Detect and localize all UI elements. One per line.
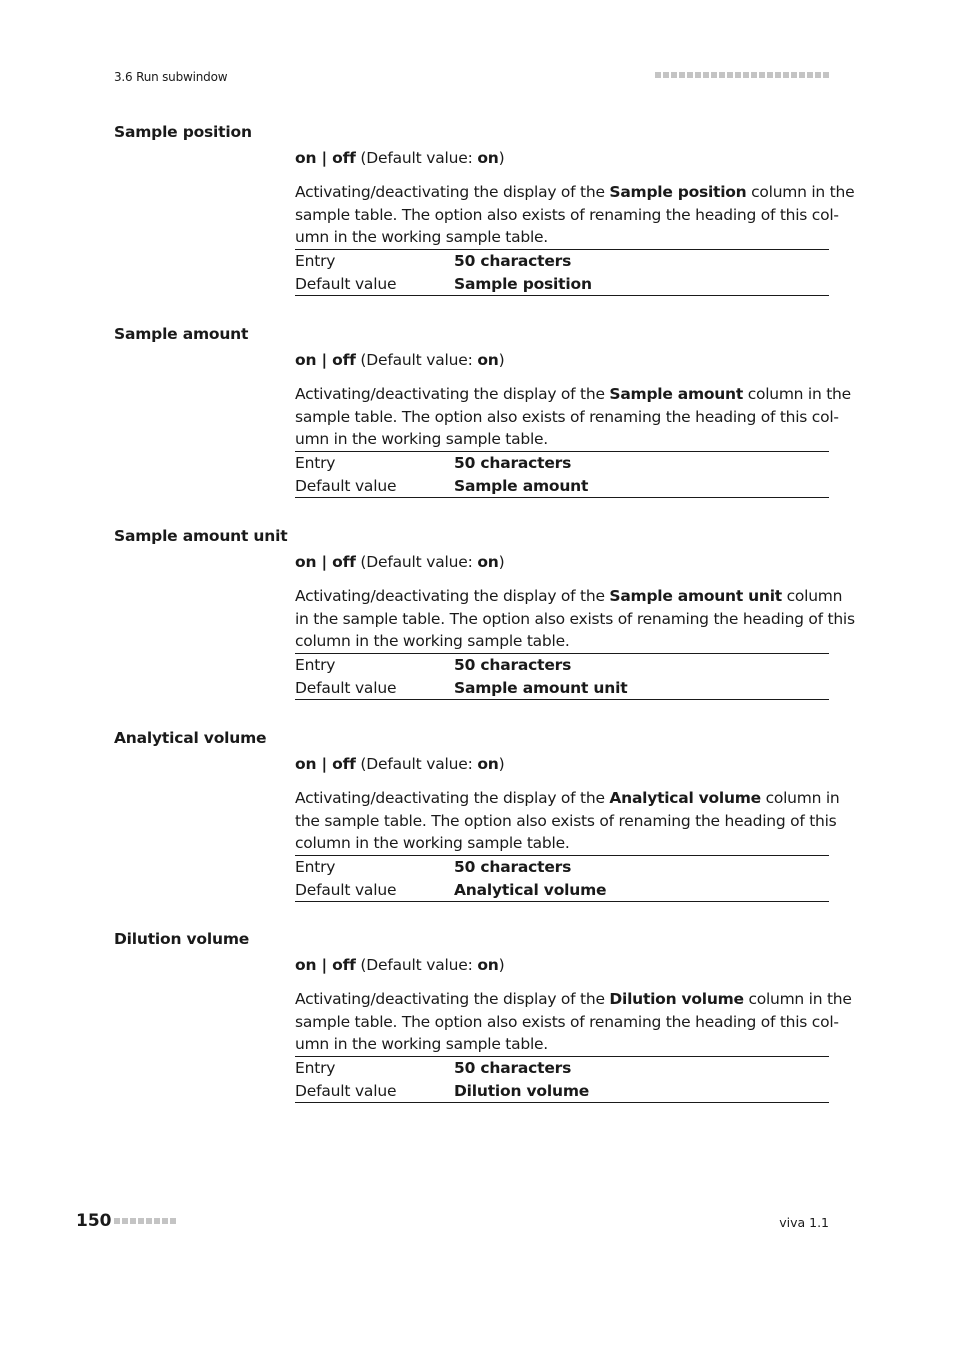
- parameter-table: [295, 249, 829, 296]
- parameter-title: Dilution volume: [114, 930, 250, 948]
- header-section-title: 3.6 Run subwindow: [114, 70, 228, 84]
- onoff-line: on | off (Default value: on): [295, 149, 505, 167]
- table-row: Default value Dilution volume: [295, 1081, 590, 1100]
- onoff-line: on | off (Default value: on): [295, 553, 505, 571]
- parameter-table: [295, 855, 829, 902]
- parameter-title: Analytical volume: [114, 729, 267, 747]
- table-row: Default value Analytical volume: [295, 880, 607, 899]
- product-version: viva 1.1: [779, 1215, 829, 1230]
- page-number: 150: [76, 1211, 112, 1231]
- parameter-table: [295, 1056, 829, 1103]
- parameter-title: Sample position: [114, 123, 252, 141]
- parameter-description: Activating/deactivating the display of the Sample position column in the sample table. The option also exists of renaming the heading of this col- umn in the working sample table.: [295, 183, 855, 247]
- table-row: Entry 50 characters: [295, 858, 572, 876]
- onoff-line: on | off (Default value: on): [295, 956, 505, 974]
- table-row: Default value Sample amount unit: [295, 678, 628, 697]
- parameter-description: Activating/deactivating the display of the Sample amount unit column in the sample table. The option also exists of renaming the heading of this column in the working sample table.: [295, 587, 855, 651]
- header-decoration: [655, 72, 829, 78]
- parameter-description: Activating/deactivating the display of the Analytical volume column in the sample table. The option also exists of renaming the heading of this column in the working sample table.: [295, 789, 840, 853]
- table-row: Entry 50 characters: [295, 252, 572, 270]
- table-row: Default value Sample amount: [295, 476, 589, 495]
- table-row: Entry 50 characters: [295, 1059, 572, 1077]
- table-row: Entry 50 characters: [295, 656, 572, 674]
- table-row: Default value Sample position: [295, 274, 592, 293]
- table-row: Entry 50 characters: [295, 454, 572, 472]
- onoff-line: on | off (Default value: on): [295, 755, 505, 773]
- parameter-description: Activating/deactivating the display of the Sample amount column in the sample table. The option also exists of renaming the heading of this col- umn in the working sample table.: [295, 385, 851, 449]
- footer-decoration: [114, 1218, 176, 1224]
- parameter-description: Activating/deactivating the display of the Dilution volume column in the sample table. The option also exists of renaming the heading of this col- umn in the working sample table.: [295, 990, 852, 1054]
- parameter-title: Sample amount unit: [114, 527, 288, 545]
- parameter-title: Sample amount: [114, 325, 249, 343]
- onoff-line: on | off (Default value: on): [295, 351, 505, 369]
- parameter-table: [295, 653, 829, 700]
- parameter-table: [295, 451, 829, 498]
